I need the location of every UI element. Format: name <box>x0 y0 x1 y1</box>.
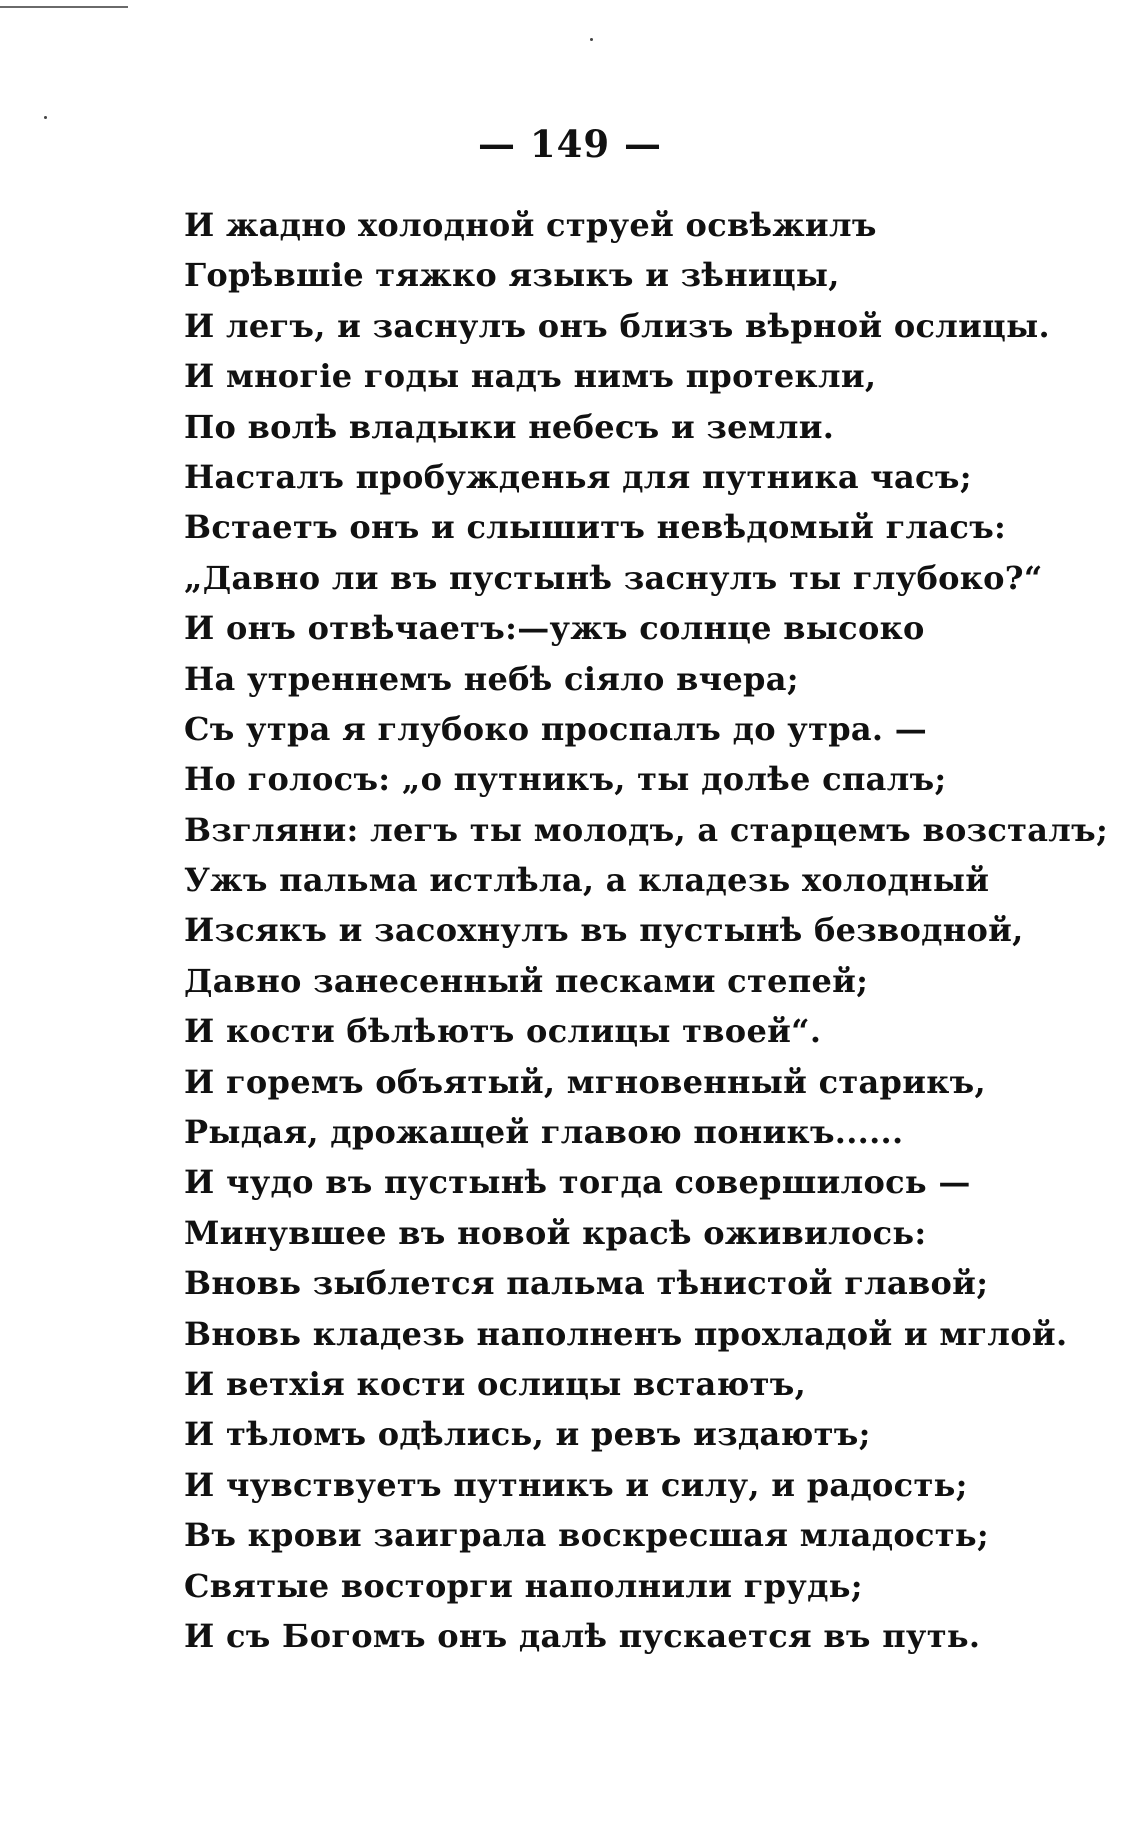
poem-line: По волѣ владыки небесъ и земли. <box>184 407 835 446</box>
poem-line: И легъ, и заснулъ онъ близъ вѣрной ослицы. <box>184 306 1050 345</box>
poem-line: Вновь зыблется пальма тѣнистой главой; <box>184 1264 989 1303</box>
poem-line: Рыдая, дрожащей главою поникъ...... <box>184 1113 904 1152</box>
poem-line: Минувшее въ новой красѣ оживилось: <box>184 1213 927 1252</box>
poem-line: Встаетъ онъ и слышитъ невѣдомый гласъ: <box>184 508 1007 547</box>
ink-speck <box>590 38 593 41</box>
poem-line: И чудо въ пустынѣ тогда совершилось — <box>184 1163 971 1202</box>
poem-line: Взгляни: легъ ты молодъ, а старцемъ возсталъ; <box>184 810 1109 849</box>
poem-line: Ужъ пальма истлѣла, а кладезь холодный <box>184 861 990 900</box>
poem-line: Вновь кладезь наполненъ прохладой и мглой. <box>184 1314 1068 1353</box>
poem-line: Насталъ пробужденья для путника часъ; <box>184 457 972 496</box>
poem-line: И многіе годы надъ нимъ протекли, <box>184 357 877 396</box>
poem-line: И ветхія кости ослицы встаютъ, <box>184 1364 807 1403</box>
poem-line: И съ Богомъ онъ далѣ пускается въ путь. <box>184 1616 981 1655</box>
poem-line: Но голосъ: „о путникъ, ты долѣе спалъ; <box>184 760 947 799</box>
page-number: — 149 — <box>478 122 662 166</box>
poem-line: И чувствуетъ путникъ и силу, и радость; <box>184 1465 968 1504</box>
poem-line: И кости бѣлѣютъ ослицы твоей“. <box>184 1012 822 1051</box>
poem-line: И онъ отвѣчаетъ:—ужъ солнце высоко <box>184 609 925 648</box>
poem-line: Горѣвшіе тяжко языкъ и зѣницы, <box>184 256 840 295</box>
poem-line: Давно занесенный песками степей; <box>184 961 869 1000</box>
poem-line: И тѣломъ одѣлись, и ревъ издаютъ; <box>184 1415 871 1454</box>
poem-text <box>184 200 1109 1661</box>
poem-line: „Давно ли въ пустынѣ заснулъ ты глубоко?“ <box>184 558 1043 597</box>
poem-line: На утреннемъ небѣ сіяло вчера; <box>184 659 799 698</box>
poem-line: Съ утра я глубоко проспалъ до утра. — <box>184 709 928 748</box>
poem-line: Въ крови заиграла воскресшая младость; <box>184 1516 990 1555</box>
ink-speck <box>44 116 47 119</box>
poem-line: И жадно холодной струей освѣжилъ <box>184 206 877 244</box>
poem-line: И горемъ объятый, мгновенный старикъ, <box>184 1062 986 1101</box>
top-edge-rule <box>0 6 128 8</box>
poem-line: Святые восторги наполнили грудь; <box>184 1566 863 1605</box>
poem-line: Изсякъ и засохнулъ въ пустынѣ безводной, <box>184 911 1024 950</box>
